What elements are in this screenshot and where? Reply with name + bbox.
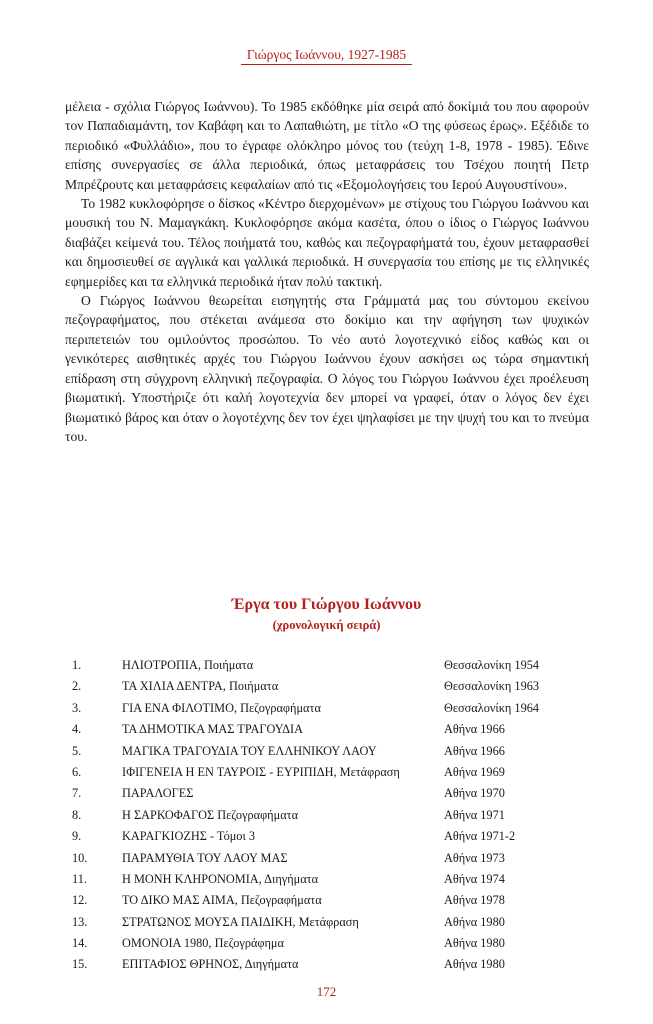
work-number: 9. (72, 829, 82, 844)
work-row (72, 655, 592, 676)
work-number: 5. (72, 743, 82, 758)
work-title: ΤΑ ΔΗΜΟΤΙΚΑ ΜΑΣ ΤΡΑΓΟΥΔΙΑ (122, 722, 304, 737)
work-place-year: Θεσσαλονίκη 1964 (444, 700, 540, 715)
work-title: ΠΑΡΑΛΟΓΕΣ (122, 786, 194, 801)
work-place-year: Αθήνα 1966 (444, 722, 505, 737)
work-row (72, 954, 592, 975)
work-title: ΤΑ ΧΙΛΙΑ ΔΕΝΤΡΑ, Ποιήματα (122, 679, 279, 694)
work-title: Η ΣΑΡΚΟΦΑΓΟΣ Πεζογραφήματα (122, 807, 299, 822)
work-title: ΣΤΡΑΤΩΝΟΣ ΜΟΥΣΑ ΠΑΙΔΙΚΗ, Μετάφραση (122, 914, 359, 929)
page-number: 172 (316, 984, 337, 999)
paragraph: μέλεια - σχόλια Γιώργος Ιωάννου). Το 1985 εκδόθηκε μία σειρά από δοκίμιά του που αφορούν τον Παπαδιαμάντη, τον Καβάφη και το Λαπαθιώτη, με τίτλο «Ο της φύσεως έρως». Εξέδιδε το περιοδικό «Φυλλάδιο», που το έγραφε ολόκληρο μόνος του (τεύχη 1-8, 1978 - 1985). Έδινε επίσης συνεργασίες σε άλλα περιοδικά, όπως μεταφράσεις του Τσέχου ποιητή Πετρ Μπρέζρουτς και μεταφράσεις κεφαλαίων από τις «Εξομολογήσεις του Ιερού Αυγουστίνου». (65, 99, 589, 192)
work-title: ΚΑΡΑΓΚΙΟΖΗΣ - Τόμοι 3 (122, 829, 255, 844)
work-title: Η ΜΟΝΗ ΚΛΗΡΟΝΟΜΙΑ, Διηγήματα (122, 871, 319, 886)
work-row (72, 805, 592, 826)
work-row (72, 826, 592, 847)
work-row (72, 741, 592, 762)
work-row (72, 676, 592, 697)
work-place-year: Αθήνα 1971 (444, 807, 505, 822)
work-title: ΕΠΙΤΑΦΙΟΣ ΘΡΗΝΟΣ, Διηγήματα (122, 957, 299, 972)
work-title: ΤΟ ΔΙΚΟ ΜΑΣ ΑΙΜΑ, Πεζογραφήματα (122, 893, 322, 908)
paragraph: Το 1982 κυκλοφόρησε ο δίσκος «Κέντρο διερχομένων» με στίχους του Γιώργου Ιωάννου και μουσική του Ν. Μαμαγκάκη. Κυκλοφόρησε ακόμα κασέτα, όπου ο ίδιος ο Γιώργος Ιωάννου διαβάζει κείμενά του. Τέλος ποιήματά του, καθώς και πεζογραφήματά του, έχουν μεταφρασθεί και δημοσιευθεί σε αγγλικά και γαλλικά περιοδικά. Η συνεργασία του επίσης με τις ελληνικές εφημερίδες και τα ελληνικά περιοδικά ήταν πολύ τακτική. (65, 196, 589, 289)
work-place-year: Θεσσαλονίκη 1954 (444, 658, 540, 672)
running-head-text: Γιώργος Ιωάννου, 1927-1985 (241, 47, 412, 65)
work-number: 11. (72, 871, 87, 886)
works-title: Έργα του Γιώργου Ιωάννου (231, 596, 422, 613)
work-number: 10. (72, 850, 88, 865)
work-place-year: Θεσσαλονίκη 1963 (444, 679, 540, 694)
work-place-year: Αθήνα 1973 (444, 850, 505, 865)
work-row (72, 890, 592, 911)
work-title: ΟΜΟΝΟΙΑ 1980, Πεζογράφημα (122, 936, 284, 951)
work-number: 13. (72, 914, 88, 929)
work-row (72, 869, 592, 890)
work-title: ΓΙΑ ΕΝΑ ΦΙΛΟΤΙΜΟ, Πεζογραφήματα (122, 700, 321, 715)
work-number: 15. (72, 957, 88, 972)
work-title: ΗΛΙΟΤΡΟΠΙΑ, Ποιήματα (122, 658, 254, 672)
work-number: 3. (72, 700, 82, 715)
work-place-year: Αθήνα 1966 (444, 743, 505, 758)
work-number: 7. (72, 786, 82, 801)
work-place-year: Αθήνα 1969 (444, 764, 505, 779)
work-place-year: Αθήνα 1971-2 (444, 829, 516, 844)
work-title: ΜΑΓΙΚΑ ΤΡΑΓΟΥΔΙΑ ΤΟΥ ΕΛΛΗΝΙΚΟΥ ΛΑΟΥ (122, 743, 377, 758)
work-place-year: Αθήνα 1978 (444, 893, 505, 908)
work-place-year: Αθήνα 1980 (444, 914, 505, 929)
running-head (0, 47, 653, 63)
work-row (72, 912, 592, 933)
work-place-year: Αθήνα 1974 (444, 871, 505, 886)
work-place-year: Αθήνα 1980 (444, 957, 505, 972)
work-row (72, 783, 592, 804)
work-number: 4. (72, 722, 82, 737)
work-number: 8. (72, 807, 82, 822)
work-row (72, 719, 592, 740)
work-row (72, 933, 592, 954)
work-row (72, 848, 592, 869)
work-number: 6. (72, 764, 82, 779)
paragraph: Ο Γιώργος Ιωάννου θεωρείται εισηγητής στα Γράμματά μας του σύντομου εκείνου πεζογραφήματος, που στέκεται ανάμεσα στο δοκίμιο και την αφήγηση των ψυχικών περιπετειών του ομιλούντος προσώπου. Το νέο αυτό λογοτεχνικό είδος καθώς και οι γενικότερες αισθητικές αρχές του Γιώργου Ιωάννου έχουν ασκήσει ως τώρα σημαντική επίδραση στη σύγχρονη ελληνική πεζογραφία. Ο λόγος του Γιώργου Ιωάννου έχει προέλευση βιωματική. Υποστήριζε ότι καλή λογοτεχνία δεν μπορεί να γραφεί, όταν ο λόγος δεν έχει βιωματικό βάρος και όταν ο λογοτέχνης δεν τον έχει ψηλαφίσει με την ψυχή του και το πνεύμα του. (65, 293, 589, 444)
work-number: 12. (72, 893, 88, 908)
work-number: 14. (72, 936, 88, 951)
work-place-year: Αθήνα 1970 (444, 786, 505, 801)
work-row (72, 762, 592, 783)
work-number: 1. (72, 658, 82, 672)
work-row (72, 698, 592, 719)
work-place-year: Αθήνα 1980 (444, 936, 505, 951)
works-list (72, 655, 592, 976)
work-number: 2. (72, 679, 82, 694)
work-title: ΙΦΙΓΕΝΕΙΑ Η ΕΝ ΤΑΥΡΟΙΣ - ΕΥΡΙΠΙΔΗ, Μετάφραση (122, 764, 400, 779)
works-subtitle: (χρονολογική σειρά) (272, 618, 381, 632)
body-text (65, 97, 589, 446)
work-title: ΠΑΡΑΜΥΘΙΑ ΤΟΥ ΛΑΟΥ ΜΑΣ (122, 850, 288, 865)
